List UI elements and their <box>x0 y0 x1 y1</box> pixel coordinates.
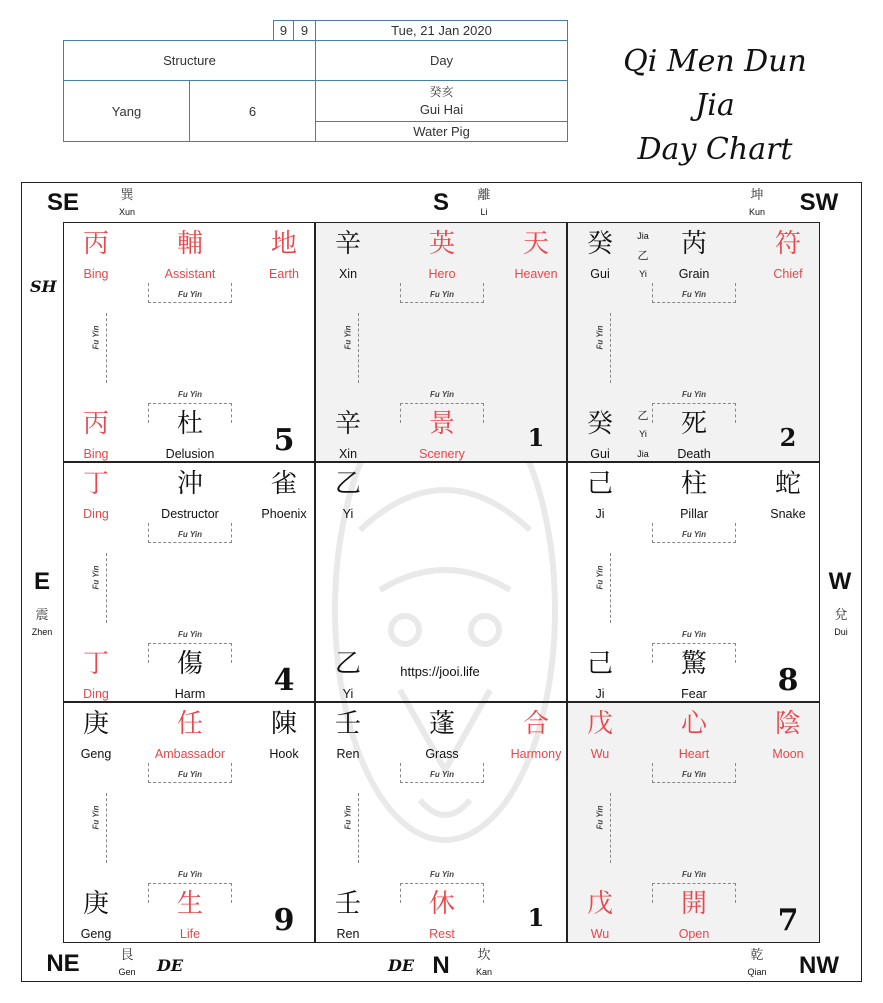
fu-yin-side-text: Fu Yin <box>91 325 101 350</box>
direction-w: W <box>828 568 852 595</box>
palace-nw-deity-label: Moon <box>772 747 804 761</box>
fu-yin-line <box>610 313 611 383</box>
trigram-xun-name: Xun <box>118 207 135 217</box>
palace-e-heaven-stem-label: Ding <box>83 507 109 521</box>
direction-se: SE <box>46 189 79 216</box>
palace-sw-number: 2 <box>779 423 797 452</box>
palace-w[interactable] <box>567 462 820 702</box>
palace-w-deity-label: Snake <box>770 507 806 521</box>
palace-sw-door-label: Death <box>677 447 711 461</box>
header-date: Tue, 21 Jan 2020 <box>315 20 568 41</box>
palace-n-door-label: Rest <box>429 927 455 941</box>
palace-e-heaven-stem: 丁 <box>82 469 109 499</box>
palace-sw-bot-yi: Yi <box>639 429 647 439</box>
palace-se-star: 輔 <box>176 229 203 259</box>
fu-yin-bottom-text: Fu Yin <box>178 870 202 879</box>
fu-yin-line <box>106 553 107 623</box>
header-day-element: Water Pig <box>315 121 568 142</box>
trigram-li-name: Li <box>480 207 488 217</box>
trigram-gen-name: Gen <box>118 967 136 977</box>
palace-sw-earth-stem-label: Gui <box>590 447 610 461</box>
palace-s[interactable] <box>315 222 567 462</box>
trigram-zhen-name: Zhen <box>31 627 53 637</box>
palace-nw[interactable] <box>567 702 820 943</box>
trigram-kan-name: Kan <box>475 967 492 977</box>
palace-n[interactable] <box>315 702 567 943</box>
palace-n-heaven-stem: 壬 <box>334 709 361 739</box>
palace-e-deity-label: Phoenix <box>261 507 307 521</box>
palace-w-deity: 蛇 <box>774 469 801 499</box>
fu-yin-line <box>358 313 359 383</box>
palace-s-earth-stem-label: Xin <box>338 447 358 461</box>
trigram-li-char: 離 <box>477 188 491 203</box>
palace-s-door-label: Scenery <box>419 447 465 461</box>
palace-se-door-label: Delusion <box>165 447 215 461</box>
palace-nw-number: 7 <box>777 903 799 938</box>
palace-ne-number: 9 <box>273 903 295 938</box>
palace-nw-star-label: Heart <box>678 747 710 761</box>
palace-sw[interactable] <box>567 222 820 462</box>
fu-yin-top-text: Fu Yin <box>430 290 454 299</box>
header-digit-1: 9 <box>273 20 294 41</box>
palace-s-earth-stem: 辛 <box>334 409 361 439</box>
trigram-qian-char: 乾 <box>750 948 764 963</box>
fu-yin-bottom-text: Fu Yin <box>178 630 202 639</box>
fu-yin-top-text: Fu Yin <box>178 770 202 779</box>
site-url[interactable]: https://jooi.life <box>400 664 480 679</box>
fu-yin-top-text: Fu Yin <box>430 770 454 779</box>
trigram-qian-name: Qian <box>747 967 767 977</box>
palace-ne-deity: 陳 <box>270 709 297 739</box>
palace-ne[interactable] <box>63 702 315 943</box>
chart-title-line2: Day Chart <box>637 132 793 167</box>
palace-sw-heaven-stem-label: Gui <box>590 267 610 281</box>
palace-nw-door: 開 <box>680 889 707 919</box>
chart-title <box>600 40 830 172</box>
fu-yin-bottom-text: Fu Yin <box>430 870 454 879</box>
header-digit-2: 9 <box>293 20 316 41</box>
fu-yin-bottom-text: Fu Yin <box>178 390 202 399</box>
palace-sw-heaven-stem: 癸 <box>586 229 613 259</box>
palace-s-heaven-stem: 辛 <box>334 229 361 259</box>
palace-e-door-label: Harm <box>174 687 206 701</box>
palace-center-heaven-stem-label: Yi <box>342 507 354 521</box>
palace-e-door: 傷 <box>176 649 203 679</box>
palace-grid <box>63 222 820 943</box>
palace-ne-star-label: Ambassador <box>154 747 226 761</box>
palace-ne-deity-label: Hook <box>269 747 299 761</box>
palace-n-heaven-stem-label: Ren <box>336 747 360 761</box>
palace-nw-door-label: Open <box>678 927 710 941</box>
trigram-gen-char: 艮 <box>120 948 134 963</box>
fu-yin-line <box>610 553 611 623</box>
palace-se-heaven-stem: 丙 <box>82 229 109 259</box>
fu-yin-bottom-text: Fu Yin <box>682 870 706 879</box>
palace-ne-earth-stem-label: Geng <box>80 927 112 941</box>
fu-yin-side-text: Fu Yin <box>595 325 605 350</box>
palace-se-heaven-stem-label: Bing <box>83 267 109 281</box>
palace-sw-door: 死 <box>680 409 707 439</box>
fu-yin-top-text: Fu Yin <box>178 290 202 299</box>
palace-n-star: 蓬 <box>428 709 455 739</box>
fu-yin-line <box>106 793 107 863</box>
palace-center-heaven-stem: 乙 <box>334 469 361 499</box>
fu-yin-top-text: Fu Yin <box>682 770 706 779</box>
fu-yin-line <box>610 793 611 863</box>
palace-w-door: 驚 <box>680 649 707 679</box>
direction-nw: NW <box>799 952 839 979</box>
palace-sw-bot-jia: Jia <box>637 449 649 459</box>
palace-w-heaven-stem-label: Ji <box>595 507 605 521</box>
fu-yin-side-text: Fu Yin <box>343 805 353 830</box>
palace-n-deity: 合 <box>522 709 549 739</box>
palace-w-earth-stem-label: Ji <box>595 687 605 701</box>
palace-center-earth-stem-label: Yi <box>342 687 354 701</box>
header-table <box>63 20 568 142</box>
palace-n-door: 休 <box>428 889 455 919</box>
palace-s-star-label: Hero <box>428 267 456 281</box>
fu-yin-top-text: Fu Yin <box>682 530 706 539</box>
palace-se-deity-label: Earth <box>269 267 299 281</box>
fu-yin-top-text: Fu Yin <box>682 290 706 299</box>
direction-n: N <box>432 952 450 979</box>
header-structure-number: 6 <box>189 80 316 142</box>
fu-yin-side-text: Fu Yin <box>595 805 605 830</box>
palace-se-earth-stem-label: Bing <box>83 447 109 461</box>
palace-sw-star: 芮 <box>680 229 707 259</box>
trigram-kun-name: Kun <box>748 207 765 217</box>
direction-sw: SW <box>799 189 839 216</box>
header-day-chinese: 癸亥 <box>429 85 454 99</box>
chart-title-line1: Qi Men Dun Jia <box>623 44 807 123</box>
direction-e: E <box>33 568 50 595</box>
palace-e-deity: 雀 <box>270 469 297 499</box>
palace-w-number: 8 <box>777 663 799 698</box>
trigram-dui-name: Dui <box>834 627 848 637</box>
trigram-xun-char: 巽 <box>120 188 134 203</box>
palace-sw-deity-label: Chief <box>773 267 803 281</box>
palace-sw-top-yi: Yi <box>639 269 647 279</box>
marker-de-1: DE <box>157 956 184 975</box>
header-day-pinyin: Gui Hai <box>419 102 464 117</box>
palace-center-earth-stem: 乙 <box>334 649 361 679</box>
direction-s: S <box>432 189 449 216</box>
fu-yin-side-text: Fu Yin <box>91 565 101 590</box>
fu-yin-side-text: Fu Yin <box>91 805 101 830</box>
header-day-pillar <box>315 80 568 122</box>
header-structure-label: Structure <box>63 40 316 81</box>
direction-ne: NE <box>46 950 80 977</box>
palace-w-door-label: Fear <box>681 687 707 701</box>
palace-s-deity-label: Heaven <box>514 267 558 281</box>
palace-s-deity: 天 <box>522 229 549 259</box>
palace-se-earth-stem: 丙 <box>82 409 109 439</box>
marker-sh: SH <box>30 277 57 296</box>
header-yin-yang: Yang <box>63 80 190 142</box>
palace-w-earth-stem: 己 <box>586 649 613 679</box>
palace-n-earth-stem: 壬 <box>334 889 361 919</box>
palace-sw-bot-yi-char: 乙 <box>637 409 649 422</box>
palace-ne-door-label: Life <box>179 927 201 941</box>
palace-s-star: 英 <box>428 229 455 259</box>
palace-se-number: 5 <box>273 423 295 458</box>
palace-w-star: 柱 <box>680 469 707 499</box>
fu-yin-bottom-text: Fu Yin <box>430 390 454 399</box>
trigram-kan-char: 坎 <box>477 948 491 963</box>
palace-se-star-label: Assistant <box>164 267 216 281</box>
palace-e-number: 4 <box>273 663 295 698</box>
fu-yin-line <box>106 313 107 383</box>
palace-sw-earth-stem: 癸 <box>586 409 613 439</box>
palace-w-heaven-stem: 己 <box>586 469 613 499</box>
palace-s-heaven-stem-label: Xin <box>338 267 358 281</box>
palace-ne-heaven-stem: 庚 <box>82 709 109 739</box>
palace-s-number: 1 <box>527 423 545 452</box>
fu-yin-top-text: Fu Yin <box>178 530 202 539</box>
palace-ne-star: 任 <box>176 709 203 739</box>
palace-ne-earth-stem: 庚 <box>82 889 109 919</box>
fu-yin-side-text: Fu Yin <box>343 325 353 350</box>
palace-nw-heaven-stem-label: Wu <box>590 747 610 761</box>
palace-s-door: 景 <box>428 409 455 439</box>
palace-n-deity-label: Harmony <box>510 747 562 761</box>
palace-se-door: 杜 <box>176 409 203 439</box>
palace-se-deity: 地 <box>270 229 297 259</box>
palace-nw-heaven-stem: 戊 <box>586 709 613 739</box>
trigram-kun-char: 坤 <box>750 188 764 203</box>
palace-n-number: 1 <box>527 903 545 932</box>
header-day-label: Day <box>315 40 568 81</box>
palace-w-star-label: Pillar <box>680 507 708 521</box>
palace-e-earth-stem-label: Ding <box>83 687 109 701</box>
palace-nw-earth-stem: 戊 <box>586 889 613 919</box>
fu-yin-bottom-text: Fu Yin <box>682 390 706 399</box>
fu-yin-side-text: Fu Yin <box>595 565 605 590</box>
fu-yin-line <box>358 793 359 863</box>
palace-se[interactable] <box>63 222 315 462</box>
palace-e[interactable] <box>63 462 315 702</box>
palace-sw-top-jia: Jia <box>637 231 649 241</box>
palace-nw-star: 心 <box>680 709 707 739</box>
palace-ne-door: 生 <box>176 889 203 919</box>
palace-e-star-label: Destructor <box>161 507 219 521</box>
palace-nw-earth-stem-label: Wu <box>590 927 610 941</box>
palace-ne-heaven-stem-label: Geng <box>80 747 112 761</box>
palace-n-star-label: Grass <box>425 747 459 761</box>
palace-nw-deity: 陰 <box>774 709 801 739</box>
palace-e-star: 沖 <box>176 469 203 499</box>
palace-sw-top-yi-char: 乙 <box>637 249 649 262</box>
trigram-zhen-char: 震 <box>35 608 49 623</box>
marker-de-2: DE <box>388 956 415 975</box>
fu-yin-bottom-text: Fu Yin <box>682 630 706 639</box>
palace-n-earth-stem-label: Ren <box>336 927 360 941</box>
palace-sw-deity: 符 <box>774 229 801 259</box>
palace-e-earth-stem: 丁 <box>82 649 109 679</box>
palace-sw-star-label: Grain <box>678 267 710 281</box>
trigram-dui-char: 兌 <box>834 608 848 623</box>
